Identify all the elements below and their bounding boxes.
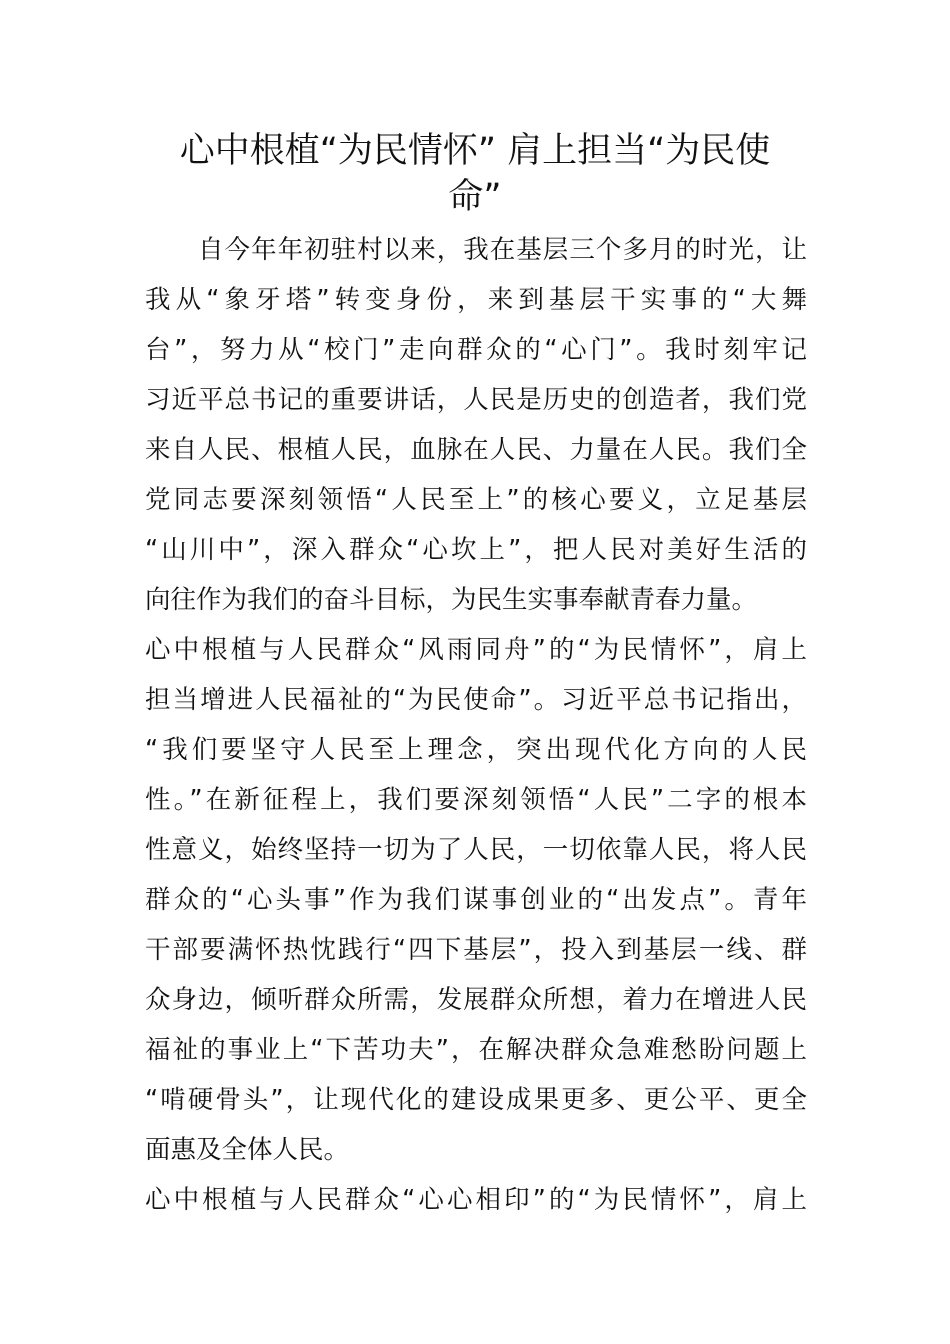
paragraph-2-line-10: “啃硬骨头”，让现代化的建设成果更多、更公平、更全 [145,1085,807,1115]
paragraph-1-line-1: 自今年年初驻村以来，我在基层三个多月的时光，让 [145,235,807,265]
paragraph-2-line-5: 性意义，始终坚持一切为了人民，一切依靠人民，将人民 [145,835,807,865]
paragraph-1-line-6: 党同志要深刻领悟“人民至上”的核心要义，立足基层 [145,485,807,515]
paragraph-2-line-1: 心中根植与人民群众“风雨同舟”的“为民情怀”，肩上 [145,635,807,665]
paragraph-1-line-4: 习近平总书记的重要讲话，人民是历史的创造者，我们党 [145,385,807,415]
paragraph-1-line-7: “山川中”，深入群众“心坎上”，把人民对美好生活的 [145,535,807,565]
paragraph-2-line-4: 性。”在新征程上，我们要深刻领悟“人民”二字的根本 [145,785,807,815]
paragraph-2-line-8: 众身边，倾听群众所需，发展群众所想，着力在增进人民 [145,985,807,1015]
paragraph-1-line-3: 台”，努力从“校门”走向群众的“心门”。我时刻牢记 [145,335,807,365]
title-line-2: 命” [448,177,502,217]
paragraph-2-line-3: “我们要坚守人民至上理念，突出现代化方向的人民 [145,735,807,765]
title-line-1: 心中根植“为民情怀” 肩上担当“为民使 [179,131,771,171]
paragraph-3-line-1: 心中根植与人民群众“心心相印”的“为民情怀”，肩上 [145,1185,807,1215]
paragraph-2-line-2: 担当增进人民福祉的“为民使命”。习近平总书记指出， [145,685,807,715]
paragraph-2-line-6: 群众的“心头事”作为我们谋事创业的“出发点”。青年 [145,885,807,915]
paragraph-2-line-11: 面惠及全体人民。 [145,1135,350,1165]
paragraph-1-line-2: 我从“象牙塔”转变身份，来到基层干实事的“大舞 [145,285,807,315]
paragraph-1-line-5: 来自人民、根植人民，血脉在人民、力量在人民。我们全 [145,435,807,465]
paragraph-1-line-8: 向往作为我们的奋斗目标，为民生实事奉献青春力量。 [145,585,758,615]
document-title [100,128,850,220]
paragraph-2-line-7: 干部要满怀热忱践行“四下基层”，投入到基层一线、群 [145,935,807,965]
paragraph-2-line-9: 福祉的事业上“下苦功夫”，在解决群众急难愁盼问题上 [145,1035,807,1065]
